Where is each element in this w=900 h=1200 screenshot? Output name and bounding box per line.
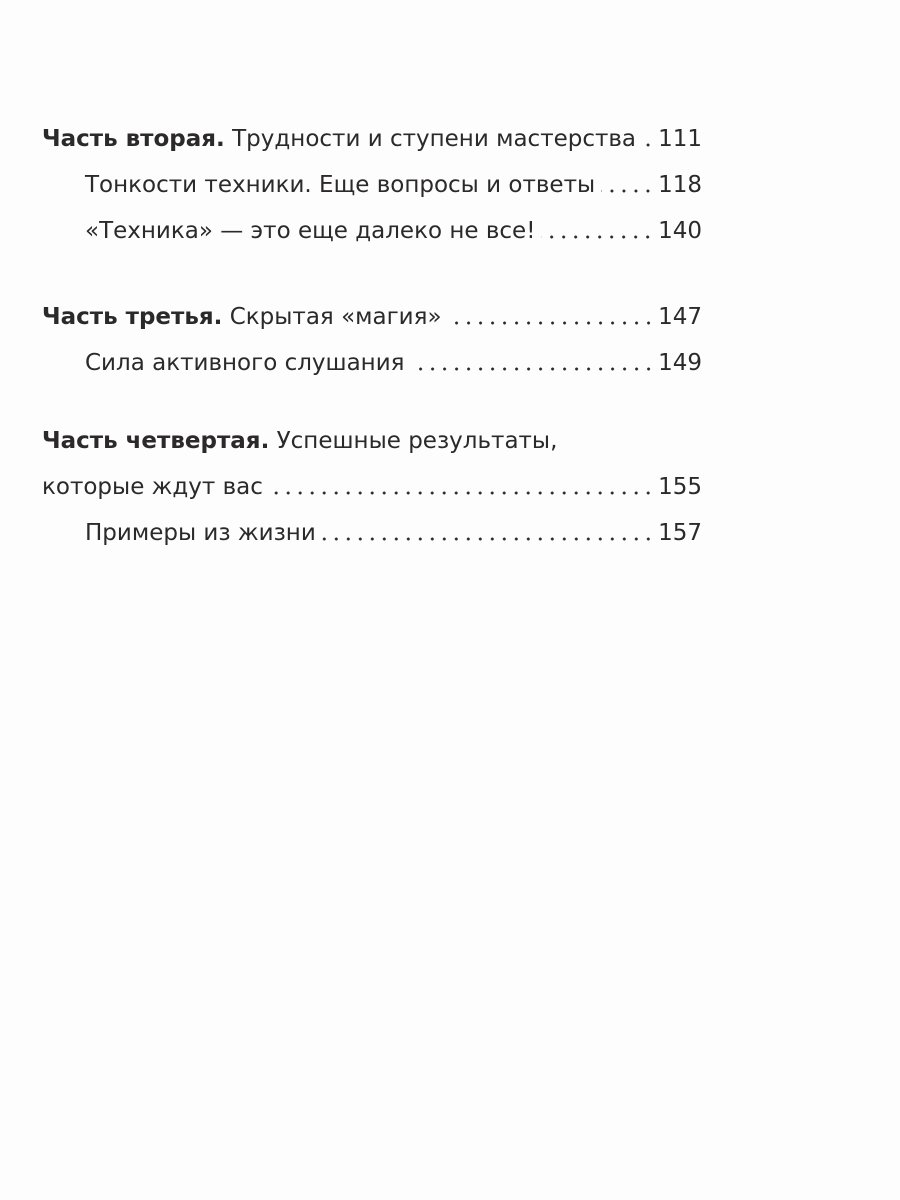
part-title: Скрытая «магия» xyxy=(229,304,442,330)
dot-leader xyxy=(411,367,655,371)
chapter-title: Сила активного слушания xyxy=(85,350,405,376)
dot-leader xyxy=(601,189,654,193)
part-label: Часть четвертая. xyxy=(42,428,270,454)
page-number: 140 xyxy=(658,218,702,244)
chapter-title: «Техника» — это еще далеко не все! xyxy=(85,218,536,244)
part-title-continued: которые ждут вас xyxy=(42,474,263,500)
dot-leader xyxy=(448,321,655,325)
dot-leader xyxy=(642,143,654,147)
toc-entry-part-3-text xyxy=(42,302,442,332)
table-of-contents xyxy=(42,108,702,548)
toc-entry-part-3[interactable] xyxy=(42,286,702,332)
dot-leader xyxy=(541,235,654,239)
chapter-title: Тонкости техники. Еще вопросы и ответы xyxy=(85,172,596,198)
page-number: 111 xyxy=(658,126,702,152)
part-title: Успешные результаты, xyxy=(276,428,558,454)
chapter-title: Примеры из жизни xyxy=(85,520,316,546)
toc-entry-part-2-text xyxy=(42,124,636,154)
page-number: 155 xyxy=(658,474,702,500)
part-title: Трудности и ступени мастерства xyxy=(232,126,637,152)
section-gap xyxy=(42,246,702,286)
part-label: Часть вторая. xyxy=(42,126,225,152)
part-label: Часть третья. xyxy=(42,304,223,330)
dot-leader xyxy=(322,537,654,541)
page-number: 149 xyxy=(658,350,702,376)
toc-entry-part-4-line-1[interactable] xyxy=(42,418,702,456)
dot-leader xyxy=(269,491,654,495)
page-number: 157 xyxy=(658,520,702,546)
section-gap xyxy=(42,378,702,418)
toc-entry-chapter[interactable] xyxy=(42,154,702,200)
page-number: 118 xyxy=(658,172,702,198)
toc-entry-chapter[interactable] xyxy=(42,332,702,378)
toc-entry-part-4-line-2[interactable] xyxy=(42,456,702,502)
toc-entry-part-2[interactable] xyxy=(42,108,702,154)
page-number: 147 xyxy=(658,304,702,330)
toc-entry-part-4-text xyxy=(42,426,557,456)
toc-entry-chapter[interactable] xyxy=(42,200,702,246)
toc-entry-chapter[interactable] xyxy=(42,502,702,548)
